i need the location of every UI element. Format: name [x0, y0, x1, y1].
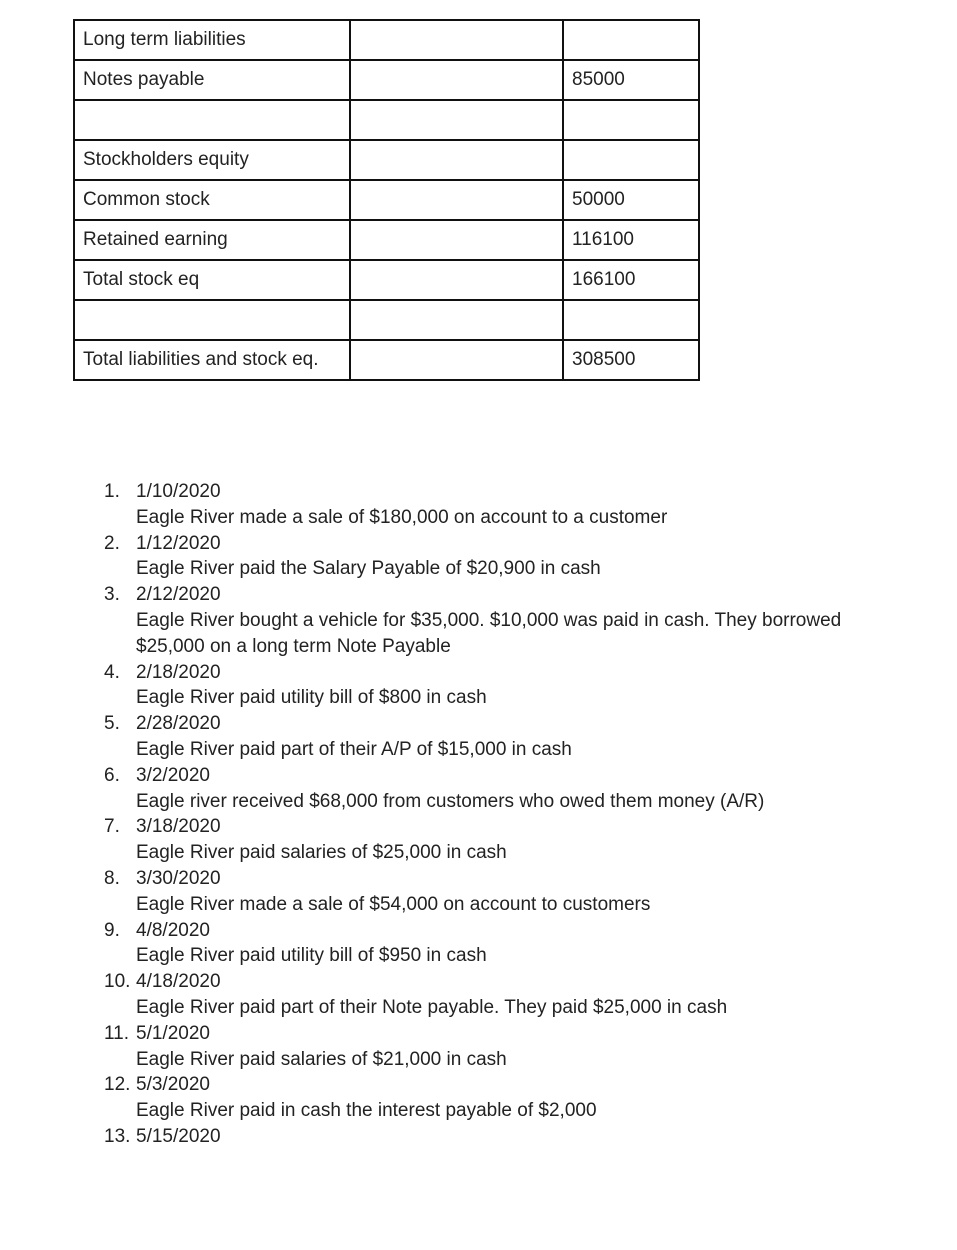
list-item: [0, 531, 900, 583]
row-value: 308500: [563, 340, 699, 380]
table-row: [74, 300, 699, 340]
list-item: [0, 479, 900, 531]
row-cell: [350, 140, 563, 180]
item-number: 5.: [104, 713, 120, 735]
row-cell: [350, 220, 563, 260]
row-label: Common stock: [74, 180, 350, 220]
table-row: [74, 340, 699, 380]
row-label: Notes payable: [74, 60, 350, 100]
list-item: [0, 918, 900, 970]
item-number: 1.: [104, 481, 120, 502]
list-item: [0, 969, 900, 1021]
row-label: [74, 300, 350, 340]
item-number: 11.: [104, 1022, 130, 1044]
item-date: 3/18/2020: [136, 816, 221, 838]
table-row: [74, 180, 699, 220]
item-date: 5/3/2020: [136, 1074, 210, 1096]
row-cell: [350, 20, 563, 60]
item-number: 6.: [104, 764, 120, 786]
item-date: 4/8/2020: [136, 919, 210, 941]
item-description: Eagle river received $68,000 from customers who owed them money (A/R): [136, 790, 765, 812]
item-number: 13.: [104, 1125, 131, 1147]
list-item: [0, 1124, 900, 1150]
table-row: [74, 220, 699, 260]
item-description: Eagle River bought a vehicle for $35,000. $10,000 was paid in cash. They borrowed $25,000 on a long term Note Payable: [136, 609, 842, 657]
row-value: 116100: [563, 220, 699, 260]
item-date: 2/28/2020: [136, 713, 221, 735]
row-label: Total liabilities and stock eq.: [74, 340, 350, 380]
item-date: 1/12/2020: [136, 532, 221, 554]
item-description: Eagle River made a sale of $54,000 on account to customers: [136, 893, 651, 915]
list-item: [0, 1072, 900, 1124]
row-label: Stockholders equity: [74, 140, 350, 180]
transaction-list: [0, 479, 900, 1150]
item-number: 12.: [104, 1074, 131, 1096]
list-item: [0, 866, 900, 918]
row-value: [563, 140, 699, 180]
list-item: [0, 582, 900, 659]
row-cell: [350, 180, 563, 220]
item-number: 10.: [104, 971, 131, 993]
item-date: 4/18/2020: [136, 971, 221, 993]
item-description: Eagle River paid salaries of $21,000 in cash: [136, 1048, 507, 1070]
row-value: [563, 20, 699, 60]
row-label: Retained earning: [74, 220, 350, 260]
balance-sheet-table: [73, 19, 700, 381]
table-row: [74, 140, 699, 180]
item-number: 3.: [104, 584, 120, 606]
table-row: [74, 20, 699, 60]
row-label: [74, 100, 350, 140]
row-value: 166100: [563, 260, 699, 300]
item-description: Eagle River paid utility bill of $800 in cash: [136, 687, 487, 709]
row-label: Total stock eq: [74, 260, 350, 300]
list-item: [0, 763, 900, 815]
item-date: 2/18/2020: [136, 661, 221, 683]
row-cell: [350, 260, 563, 300]
row-value: [563, 100, 699, 140]
row-value: [563, 300, 699, 340]
item-number: 7.: [104, 816, 120, 838]
item-description: Eagle River paid salaries of $25,000 in cash: [136, 842, 507, 864]
table-row: [74, 260, 699, 300]
item-description: Eagle River paid part of their Note payable. They paid $25,000 in cash: [136, 996, 728, 1018]
row-cell: [350, 340, 563, 380]
item-description: Eagle River paid part of their A/P of $15,000 in cash: [136, 738, 572, 760]
row-cell: [350, 60, 563, 100]
item-description: Eagle River made a sale of $180,000 on account to a customer: [136, 506, 668, 528]
list-item: [0, 1021, 900, 1073]
table-row: [74, 100, 699, 140]
item-description: Eagle River paid utility bill of $950 in cash: [136, 945, 487, 967]
item-number: 4.: [104, 661, 120, 683]
item-date: 3/30/2020: [136, 867, 221, 889]
item-date: 5/15/2020: [136, 1125, 221, 1147]
row-value: 50000: [563, 180, 699, 220]
item-date: 5/1/2020: [136, 1022, 210, 1044]
list-item: [0, 660, 900, 712]
list-item: [0, 711, 900, 763]
item-date: 2/12/2020: [136, 584, 221, 606]
list-item: [0, 814, 900, 866]
row-cell: [350, 300, 563, 340]
item-number: 2.: [104, 532, 120, 554]
row-cell: [350, 100, 563, 140]
item-date: 1/10/2020: [136, 481, 221, 502]
item-number: 8.: [104, 867, 120, 889]
row-label: Long term liabilities: [74, 20, 350, 60]
item-description: Eagle River paid in cash the interest payable of $2,000: [136, 1100, 597, 1122]
item-number: 9.: [104, 919, 120, 941]
item-description: Eagle River paid the Salary Payable of $20,900 in cash: [136, 558, 601, 580]
row-value: 85000: [563, 60, 699, 100]
item-date: 3/2/2020: [136, 764, 210, 786]
table-row: [74, 60, 699, 100]
